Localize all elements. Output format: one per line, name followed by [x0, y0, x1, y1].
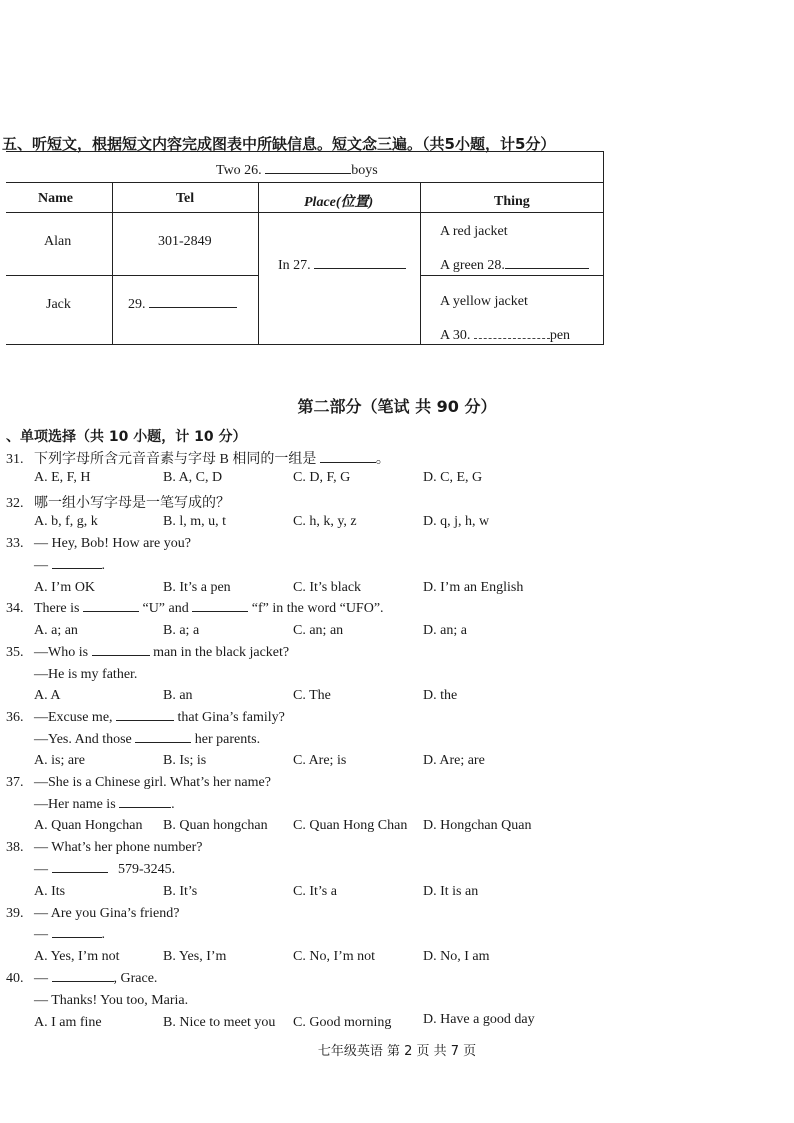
- header-tel: Tel: [176, 191, 195, 206]
- question-39: 39. — Are you Gina’s friend?: [6, 906, 180, 921]
- table-divider: [6, 275, 258, 276]
- option-d[interactable]: D. an; a: [423, 623, 467, 638]
- option-d[interactable]: D. Are; are: [423, 753, 485, 768]
- answer-blank[interactable]: [92, 655, 150, 656]
- answer-blank[interactable]: [116, 720, 174, 721]
- question-36: 36. —Excuse me, that Gina’s family?: [6, 710, 285, 725]
- option-d[interactable]: D. It is an: [423, 884, 479, 899]
- option-c[interactable]: C. No, I’m not: [293, 949, 376, 964]
- part2-title: 第二部分（笔试 共 90 分）: [297, 397, 497, 416]
- option-c[interactable]: C. Good morning: [293, 1015, 392, 1030]
- option-a[interactable]: A. a; an: [34, 623, 78, 638]
- table-title: Two 26. boys: [216, 163, 378, 178]
- question-33-reply: — .: [34, 558, 105, 573]
- option-a[interactable]: A. Its: [34, 884, 66, 899]
- listening-table: [6, 151, 604, 345]
- table-divider: [6, 182, 603, 183]
- answer-blank[interactable]: [83, 611, 139, 612]
- option-a[interactable]: A. A: [34, 688, 61, 703]
- option-c[interactable]: C. an; an: [293, 623, 344, 638]
- option-b[interactable]: B. A, C, D: [163, 470, 223, 485]
- row-alan-thing2: A green 28.: [440, 258, 589, 274]
- row-alan-name: Alan: [44, 234, 72, 249]
- row-alan-thing1: A red jacket: [440, 224, 508, 239]
- question-40-reply: — Thanks! You too, Maria.: [34, 993, 189, 1008]
- question-37-reply: —Her name is .: [34, 797, 175, 812]
- option-a[interactable]: A. I’m OK: [34, 580, 96, 595]
- question-31: 31. 下列字母所含元音音素与字母 B 相同的一组是 。: [6, 452, 390, 467]
- page-footer: 七年级英语 第 2 页 共 7 页: [317, 1044, 477, 1059]
- row-jack-tel: 29.: [128, 297, 237, 313]
- section1-title: 、单项选择（共 10 小题，计 10 分）: [6, 429, 247, 445]
- question-35: 35. —Who is man in the black jacket?: [6, 645, 290, 660]
- option-d[interactable]: D. C, E, G: [423, 470, 483, 485]
- answer-blank[interactable]: [52, 981, 114, 982]
- table-divider: [420, 275, 603, 276]
- answer-blank-26[interactable]: [265, 173, 351, 174]
- question-36-reply: —Yes. And those her parents.: [34, 732, 261, 747]
- header-thing: Thing: [494, 194, 530, 209]
- option-b[interactable]: B. It’s a pen: [163, 580, 231, 595]
- option-b[interactable]: B. a; a: [163, 623, 200, 638]
- answer-blank-27[interactable]: [314, 268, 406, 269]
- table-divider: [6, 212, 603, 213]
- option-a[interactable]: A. Quan Hongchan: [34, 818, 143, 833]
- option-b[interactable]: B. l, m, u, t: [163, 514, 227, 529]
- row-jack-thing1: A yellow jacket: [440, 294, 528, 309]
- option-d[interactable]: D. q, j, h, w: [423, 514, 490, 529]
- option-d[interactable]: D. No, I am: [423, 949, 490, 964]
- option-a[interactable]: A. Yes, I’m not: [34, 949, 120, 964]
- answer-blank[interactable]: [52, 568, 102, 569]
- option-d[interactable]: D. I’m an English: [423, 580, 524, 595]
- question-38: 38. — What’s her phone number?: [6, 840, 203, 855]
- place-cell: In 27.: [278, 258, 406, 274]
- question-39-reply: — .: [34, 927, 105, 942]
- answer-blank[interactable]: [52, 937, 102, 938]
- option-c[interactable]: C. The: [293, 688, 331, 703]
- question-35-reply: —He is my father.: [34, 667, 138, 682]
- answer-blank-29[interactable]: [149, 307, 237, 308]
- option-b[interactable]: B. Nice to meet you: [163, 1015, 276, 1030]
- row-jack-name: Jack: [46, 297, 71, 312]
- row-jack-thing2: A 30. pen: [440, 328, 571, 343]
- question-33: 33. — Hey, Bob! How are you?: [6, 536, 191, 551]
- answer-blank[interactable]: [135, 742, 191, 743]
- table-divider: [420, 182, 421, 344]
- question-40: 40. — , Grace.: [6, 971, 158, 986]
- option-a[interactable]: A. E, F, H: [34, 470, 91, 485]
- question-34: 34. There is “U” and “f” in the word “UFO”.: [6, 601, 384, 616]
- table-divider: [258, 182, 259, 344]
- option-c[interactable]: C. It’s a: [293, 884, 337, 899]
- answer-blank[interactable]: [320, 462, 376, 463]
- question-37: 37. —She is a Chinese girl. What’s her name?: [6, 775, 271, 790]
- option-b[interactable]: B. Is; is: [163, 753, 207, 768]
- question-32: 32. 哪一组小写字母是一笔写成的？: [6, 496, 230, 511]
- option-d[interactable]: D. Hongchan Quan: [423, 818, 532, 833]
- question-38-reply: — 579-3245.: [34, 862, 176, 877]
- table-divider: [112, 182, 113, 344]
- answer-blank[interactable]: [119, 807, 171, 808]
- answer-blank[interactable]: [192, 611, 248, 612]
- option-a[interactable]: A. b, f, g, k: [34, 514, 98, 529]
- header-name: Name: [38, 191, 73, 206]
- option-b[interactable]: B. Yes, I’m: [163, 949, 227, 964]
- answer-blank[interactable]: [52, 872, 108, 873]
- option-c[interactable]: C. h, k, y, z: [293, 514, 357, 529]
- option-b[interactable]: B. Quan hongchan: [163, 818, 268, 833]
- option-a[interactable]: A. is; are: [34, 753, 85, 768]
- option-a[interactable]: A. I am fine: [34, 1015, 102, 1030]
- section5-title: 五、听短文，根据短文内容完成图表中所缺信息。短文念三遍。（共5小题，计5分）: [2, 135, 556, 153]
- option-c[interactable]: C. It’s black: [293, 580, 362, 595]
- option-b[interactable]: B. an: [163, 688, 193, 703]
- answer-blank-28[interactable]: [505, 268, 589, 269]
- header-place: Place(位置): [304, 195, 374, 210]
- option-c[interactable]: C. D, F, G: [293, 470, 351, 485]
- option-b[interactable]: B. It’s: [163, 884, 198, 899]
- answer-blank-30[interactable]: [474, 338, 550, 339]
- option-c[interactable]: C. Are; is: [293, 753, 347, 768]
- option-d[interactable]: D. the: [423, 688, 458, 703]
- option-d[interactable]: D. Have a good day: [423, 1012, 535, 1027]
- row-alan-tel: 301-2849: [158, 234, 212, 249]
- option-c[interactable]: C. Quan Hong Chan: [293, 818, 408, 833]
